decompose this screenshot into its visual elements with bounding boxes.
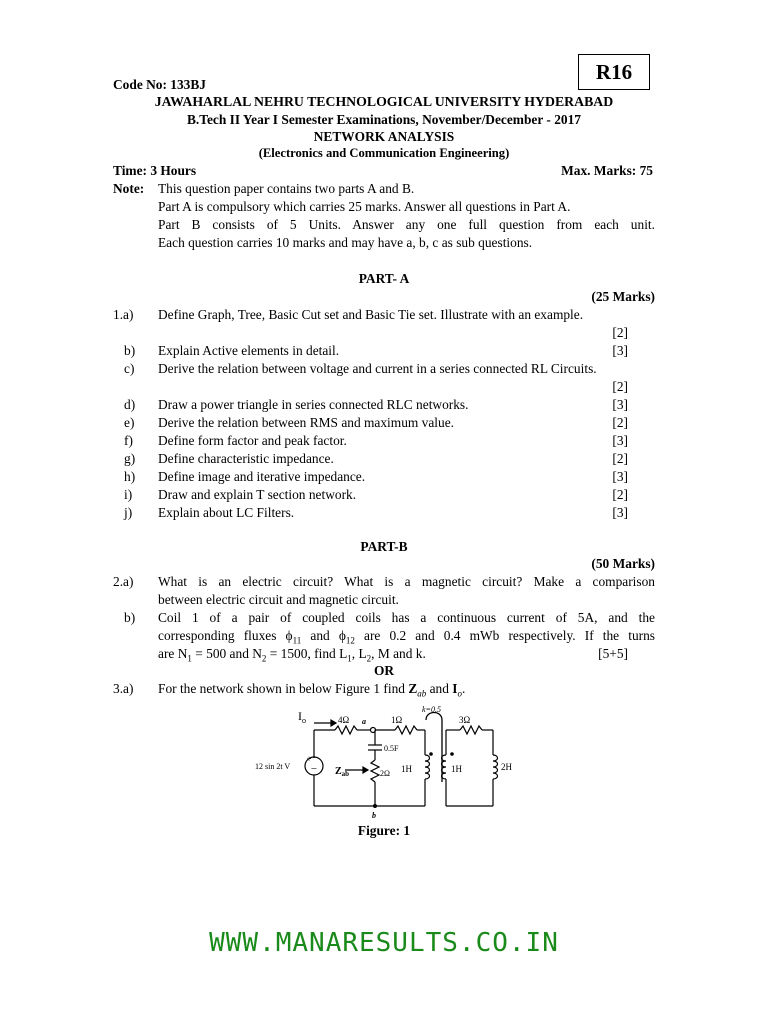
question-number: b) xyxy=(124,610,136,625)
note-line-1: This question paper contains two parts A and B. xyxy=(158,181,415,196)
question-number: d) xyxy=(124,397,136,412)
figure-caption: Figure: 1 xyxy=(357,823,411,838)
circuit-diagram xyxy=(250,700,530,822)
plus-sign: + xyxy=(306,754,312,764)
note-line-4: Each question carries 10 marks and may have a, b, c as sub questions. xyxy=(158,235,533,250)
question-text: Define form factor and peak factor. xyxy=(158,433,347,448)
question-text: Draw a power triangle in series connected RLC networks. xyxy=(158,397,469,412)
question-text: corresponding fluxes $\phi_{11}$ and $\phi_{12}$ are 0.2 and 0.4 mWb respectively. If the turns xyxy=(158,628,656,646)
question-text: Define characteristic impedance. xyxy=(158,451,334,466)
question-text: Explain Active elements in detail. xyxy=(158,343,340,358)
zab-label: $Z_{ab}$ xyxy=(335,766,350,778)
coupling-label: k=0.5 xyxy=(422,705,441,714)
note-label: Note: xyxy=(113,181,145,196)
question-text: between electric circuit and magnetic circuit. xyxy=(158,592,399,607)
question-text: Define Graph, Tree, Basic Cut set and Basic Tie set. Illustrate with an example. xyxy=(158,307,584,322)
question-text: Derive the relation between voltage and current in a series connected RL Circuits. xyxy=(158,361,597,376)
r3-label: 3Ω xyxy=(459,715,471,725)
university-name: JAWAHARLAL NEHRU TECHNOLOGICAL UNIVERSITY HYDERABAD xyxy=(154,94,614,109)
question-mark: [2] xyxy=(612,325,628,340)
question-number: c) xyxy=(124,361,135,376)
question-text: Coil 1 of a pair of coupled coils has a continuous current of 5A, and the xyxy=(158,610,655,625)
r1-label: 1Ω xyxy=(391,715,403,725)
website-footer: WWW.MANARESULTS.CO.IN xyxy=(209,928,559,958)
question-mark: [2] xyxy=(612,379,628,394)
node-b-label: b xyxy=(372,811,376,820)
question-text: Explain about LC Filters. xyxy=(158,505,295,520)
minus-sign: − xyxy=(310,763,318,775)
subject-title: NETWORK ANALYSIS xyxy=(313,129,455,144)
question-number: j) xyxy=(124,505,133,520)
l2-label: 2H xyxy=(501,762,512,772)
part-b-marks: (50 Marks) xyxy=(591,556,655,571)
code-number: Code No: 133BJ xyxy=(113,77,206,92)
question-mark: [2] xyxy=(612,487,628,502)
r4-label: 4Ω xyxy=(338,715,350,725)
part-b-title: PART-B xyxy=(360,539,408,554)
question-mark: [3] xyxy=(612,505,628,520)
regulation-badge: R16 xyxy=(578,54,650,90)
question-number: h) xyxy=(124,469,136,484)
question-mark: [3] xyxy=(612,343,628,358)
branch: (Electronics and Communication Engineering) xyxy=(258,146,510,160)
question-number: f) xyxy=(124,433,133,448)
question-number: i) xyxy=(124,487,133,502)
question-text: Define image and iterative impedance. xyxy=(158,469,366,484)
question-text: are $N_1 = 500$ and $N_2 = 1500$, find $L_1$, $L_2$, M and k. xyxy=(158,646,426,664)
note-line-2: Part A is compulsory which carries 25 marks. Answer all questions in Part A. xyxy=(158,199,571,214)
question-mark: [3] xyxy=(612,469,628,484)
node-a-label: a xyxy=(362,717,366,726)
capacitor-label: 0.5F xyxy=(384,744,399,753)
question-text: Draw and explain T section network. xyxy=(158,487,357,502)
question-mark: [3] xyxy=(612,397,628,412)
question-number: 2.a) xyxy=(113,574,134,589)
question-text: Derive the relation between RMS and maximum value. xyxy=(158,415,454,430)
l1-label: 1H xyxy=(401,764,412,774)
time-duration: Time: 3 Hours xyxy=(113,163,197,178)
question-text: For the network shown in below Figure 1 find $Z_{ab}$ and $I_o$. xyxy=(158,681,466,699)
part-a-title: PART- A xyxy=(358,271,410,286)
source-label: 12 sin 2t V xyxy=(255,762,291,771)
question-number: e) xyxy=(124,415,135,430)
question-mark: [5+5] xyxy=(598,646,628,661)
question-number: b) xyxy=(124,343,136,358)
io-label: $I_o$ xyxy=(298,709,306,725)
question-mark: [2] xyxy=(612,451,628,466)
question-mark: [2] xyxy=(612,415,628,430)
question-text: What is an electric circuit? What is a magnetic circuit? Make a comparison xyxy=(158,574,655,589)
max-marks: Max. Marks: 75 xyxy=(561,163,653,178)
question-mark: [3] xyxy=(612,433,628,448)
or-separator: OR xyxy=(373,663,395,678)
question-number: 3.a) xyxy=(113,681,134,696)
part-a-marks: (25 Marks) xyxy=(591,289,655,304)
question-number: 1.a) xyxy=(113,307,134,322)
note-line-3: Part B consists of 5 Units. Answer any one full question from each unit. xyxy=(158,217,655,232)
question-number: g) xyxy=(124,451,136,466)
exam-title: B.Tech II Year I Semester Examinations, November/December - 2017 xyxy=(187,112,581,127)
l1b-label: 1H xyxy=(451,764,462,774)
r2-label: 2Ω xyxy=(380,769,390,778)
